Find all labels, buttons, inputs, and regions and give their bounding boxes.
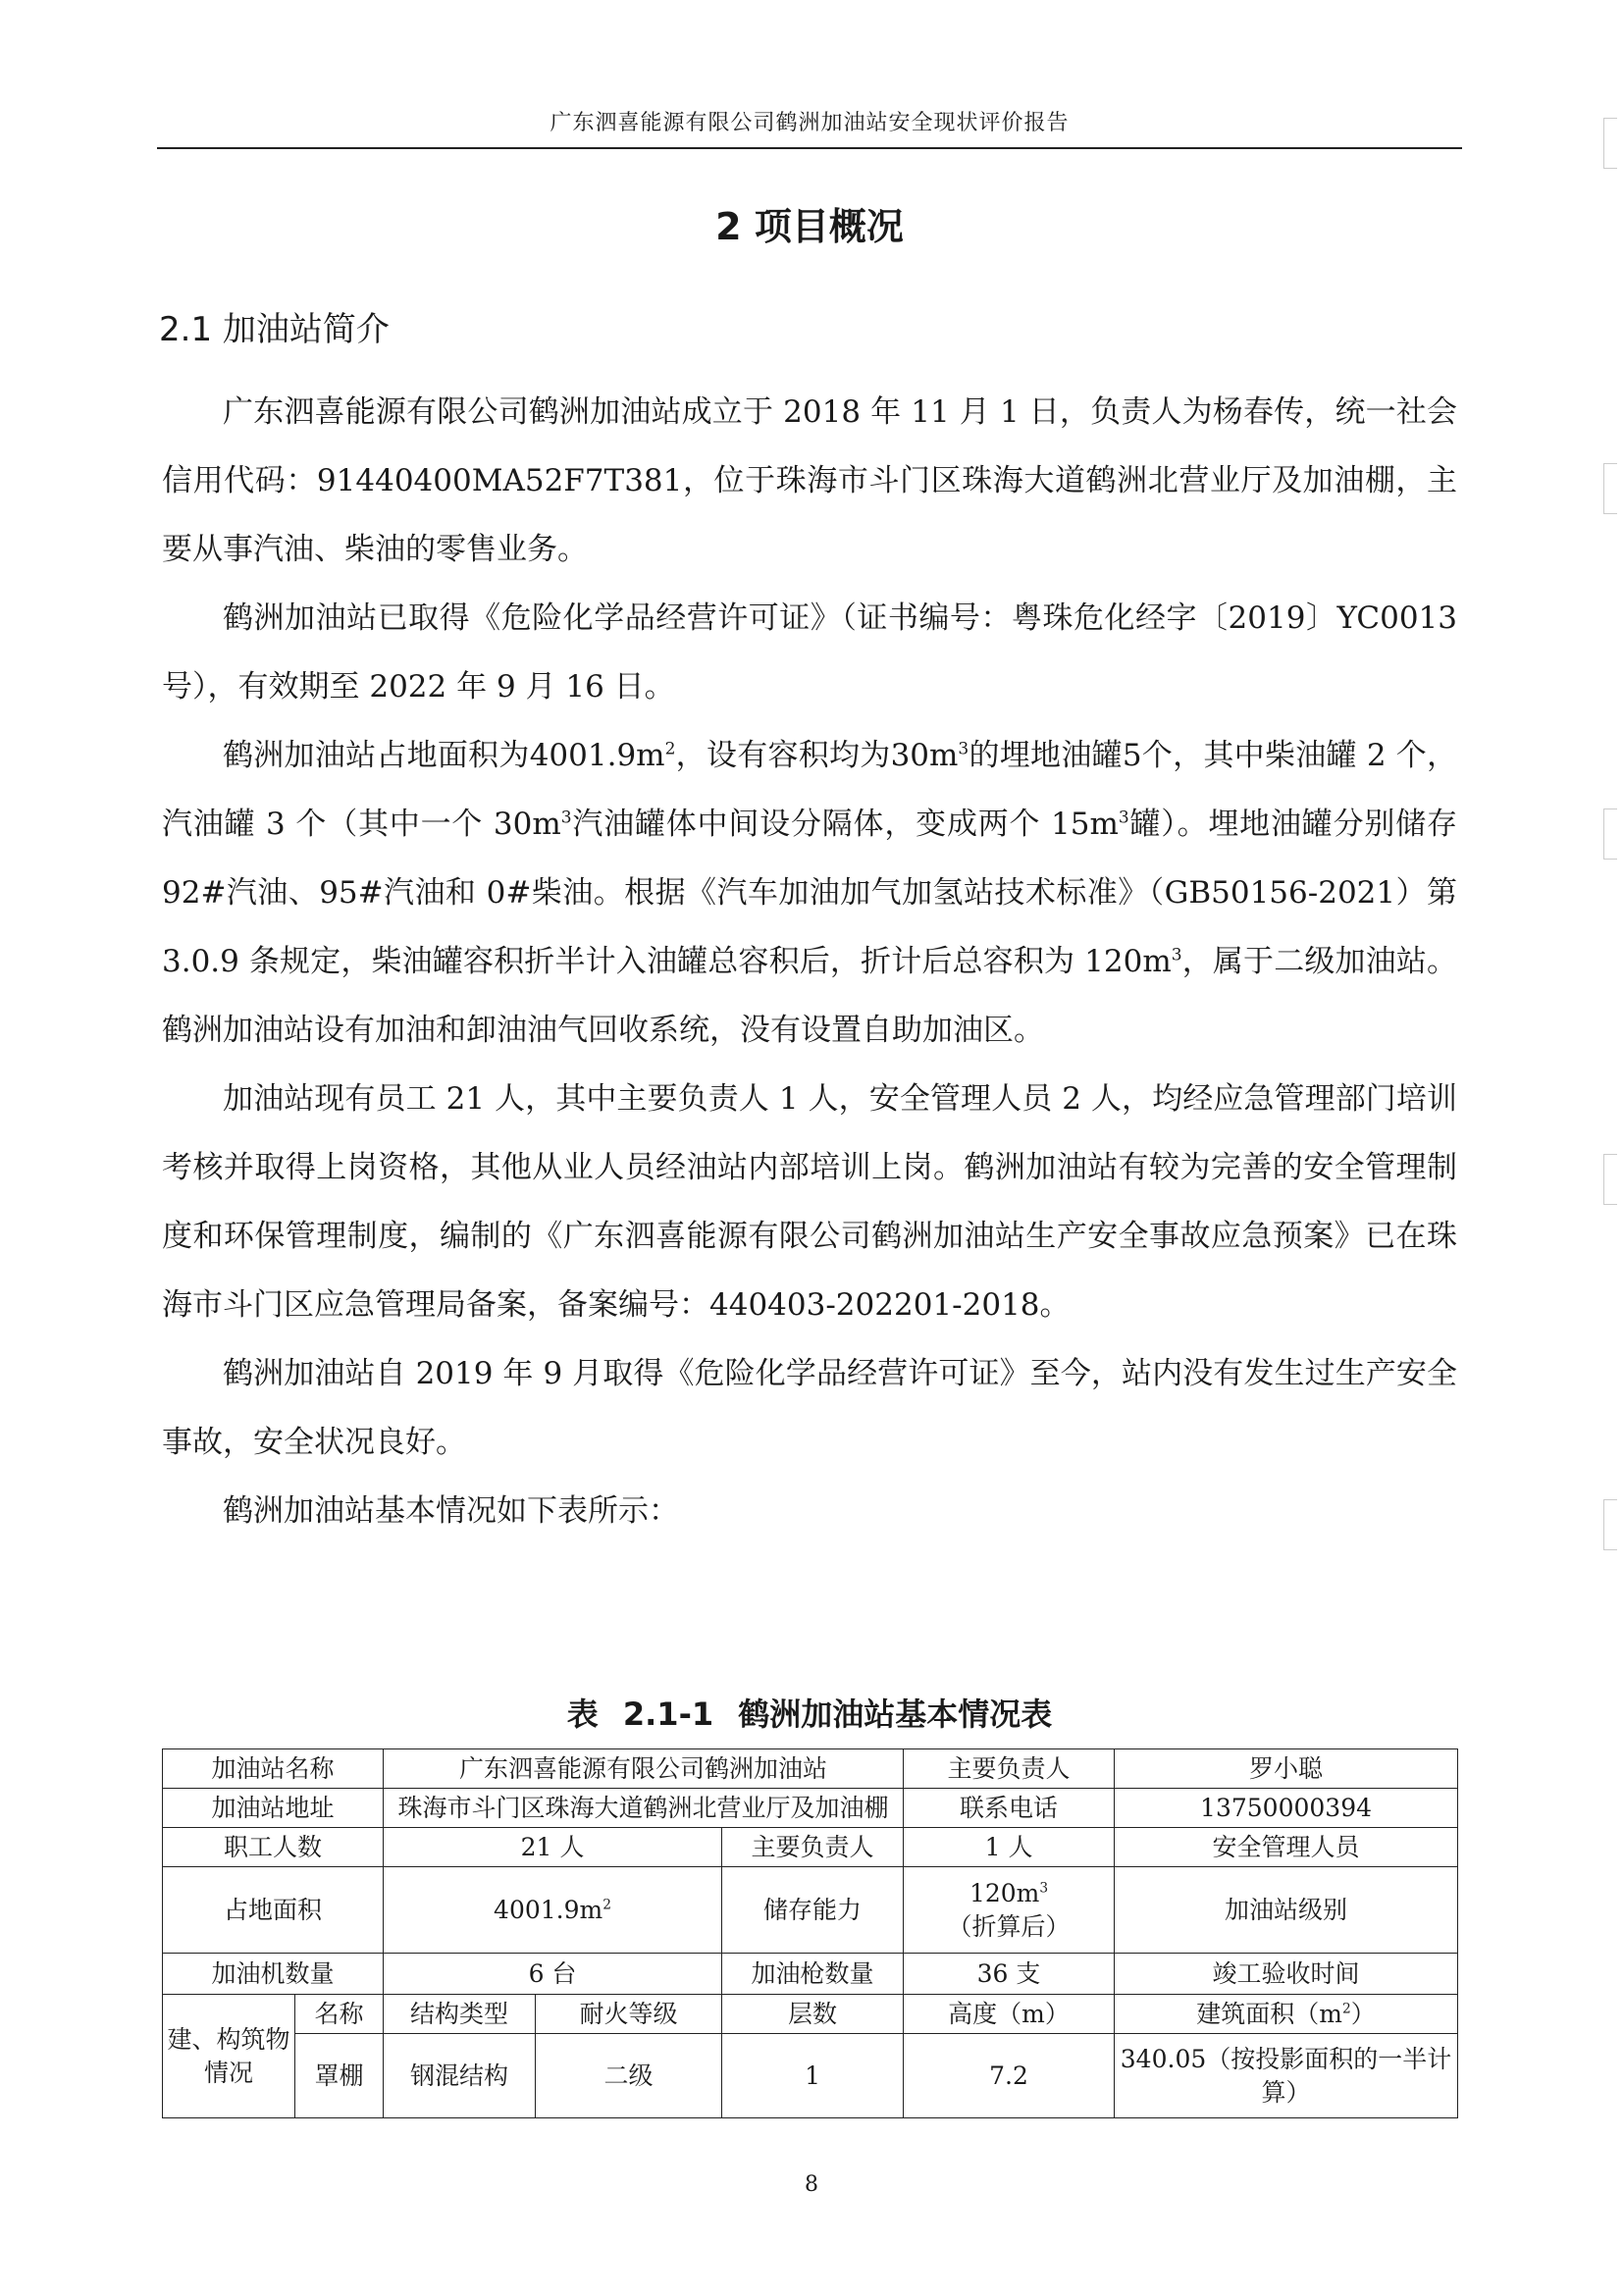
header-rule: [157, 147, 1462, 149]
paragraph-1: 广东泗喜能源有限公司鹤洲加油站成立于 2018 年 11 月 1 日，负责人为杨春传，统一社会信用代码：91440400MA52F7T381，位于珠海市斗门区珠海大道鹤洲北营业厅及加油棚，主要从事汽油、柴油的零售业务。: [162, 394, 1457, 567]
table-cell: 层数: [722, 1995, 904, 2034]
table-row: [163, 1828, 1458, 1867]
table-cell: 加油枪数量: [722, 1954, 904, 1995]
scan-edge-marks: [1603, 118, 1617, 1845]
station-info-table: [162, 1748, 1458, 2118]
table-cell: 加油机数量: [163, 1954, 384, 1995]
table-row: [163, 1867, 1458, 1954]
table-cell: 安全管理人员: [1115, 1828, 1458, 1867]
paragraph-4: 加油站现有员工 21 人，其中主要负责人 1 人，安全管理人员 2 人，均经应急管理部门培训考核并取得上岗资格，其他从业人员经油站内部培训上岗。鹤洲加油站有较为完善的安全管理制度和环保管理制度，编制的《广东泗喜能源有限公司鹤洲加油站生产安全事故应急预案》已在珠海市斗门区应急管理局备案，备案编号：440403-202201-2018。: [162, 1081, 1457, 1323]
table-row: [163, 1789, 1458, 1828]
table-cell: 竣工验收时间: [1115, 1954, 1458, 1995]
table-cell: 储存能力: [722, 1867, 904, 1954]
table-cell: 联系电话: [904, 1789, 1115, 1828]
table-cell: 二级: [536, 2034, 722, 2118]
table-cell: $4001.9m^2$: [384, 1867, 722, 1954]
section-title: 2.1 加油站简介: [159, 310, 390, 349]
table-cell: 罩棚: [295, 2034, 384, 2118]
table-cell: 广东泗喜能源有限公司鹤洲加油站: [384, 1749, 904, 1789]
table-cell: 主要负责人: [904, 1749, 1115, 1789]
table-row: [163, 2034, 1458, 2118]
table-cell: 耐火等级: [536, 1995, 722, 2034]
paragraph-3: 鹤洲加油站占地面积为$4001.9m^2$，设有容积均为$30m^3$的埋地油罐5个，其中柴油罐 2 个，汽油罐 3 个（其中一个 $30m^3$汽油罐体中间设分隔体，变成两个 $15m^3$罐）。埋地油罐分别储存 92#汽油、95#汽油和 0#柴油。根据《汽车加油加气加氢站技术标准》（GB50156-2021）第 3.0.9 条规定，柴油罐容积折半计入油罐总容积后，折计后总容积为 $120m^3$，属于二级加油站。鹤洲加油站设有加油和卸油油气回收系统，没有设置自助加油区。: [162, 738, 1457, 1048]
table-row: [163, 1749, 1458, 1789]
table-cell: 主要负责人: [722, 1828, 904, 1867]
table-cell: 结构类型: [384, 1995, 536, 2034]
table-row: [163, 1995, 1458, 2034]
page-number: 8: [805, 2172, 818, 2197]
paragraph-5: 鹤洲加油站自 2019 年 9 月取得《危险化学品经营许可证》至今，站内没有发生过生产安全事故，安全状况良好。: [162, 1356, 1457, 1460]
body-text: [162, 378, 1457, 1545]
table-cell: 7.2: [904, 2034, 1115, 2118]
table-cell: 1 人: [904, 1828, 1115, 1867]
table-cell: 占地面积: [163, 1867, 384, 1954]
table-cell: 36 支: [904, 1954, 1115, 1995]
table-cell: 罗小聪: [1115, 1749, 1458, 1789]
table-row: [163, 1954, 1458, 1995]
page-header: 广东泗喜能源有限公司鹤洲加油站安全现状评价报告: [550, 111, 1070, 135]
table-cell: 职工人数: [163, 1828, 384, 1867]
table-cell: 1: [722, 2034, 904, 2118]
table-cell: 建、构筑物情况: [163, 1995, 295, 2118]
table-cell: 340.05（按投影面积的一半计算）: [1115, 2034, 1458, 2118]
table-caption: 表 2.1-1 鹤洲加油站基本情况表: [566, 1696, 1053, 1733]
chapter-title: 2 项目概况: [715, 205, 904, 248]
table-cell: $120m^3$ （折算后）: [904, 1867, 1115, 1954]
table-cell: 高度（m）: [904, 1995, 1115, 2034]
paragraph-2: 鹤洲加油站已取得《危险化学品经营许可证》（证书编号：粤珠危化经字〔2019〕YC0013 号），有效期至 2022 年 9 月 16 日。: [162, 600, 1457, 704]
table-cell: 加油站级别: [1115, 1867, 1458, 1954]
table-cell: 名称: [295, 1995, 384, 2034]
table-cell: 加油站名称: [163, 1749, 384, 1789]
table-cell: 钢混结构: [384, 2034, 536, 2118]
table-cell: 加油站地址: [163, 1789, 384, 1828]
table-cell: 珠海市斗门区珠海大道鹤洲北营业厅及加油棚: [384, 1789, 904, 1828]
table-cell: 6 台: [384, 1954, 722, 1995]
paragraph-6: 鹤洲加油站基本情况如下表所示：: [223, 1493, 679, 1529]
table-cell: 13750000394: [1115, 1789, 1458, 1828]
table-cell: 建筑面积$(m^2)$: [1115, 1995, 1458, 2034]
table-cell: 21 人: [384, 1828, 722, 1867]
